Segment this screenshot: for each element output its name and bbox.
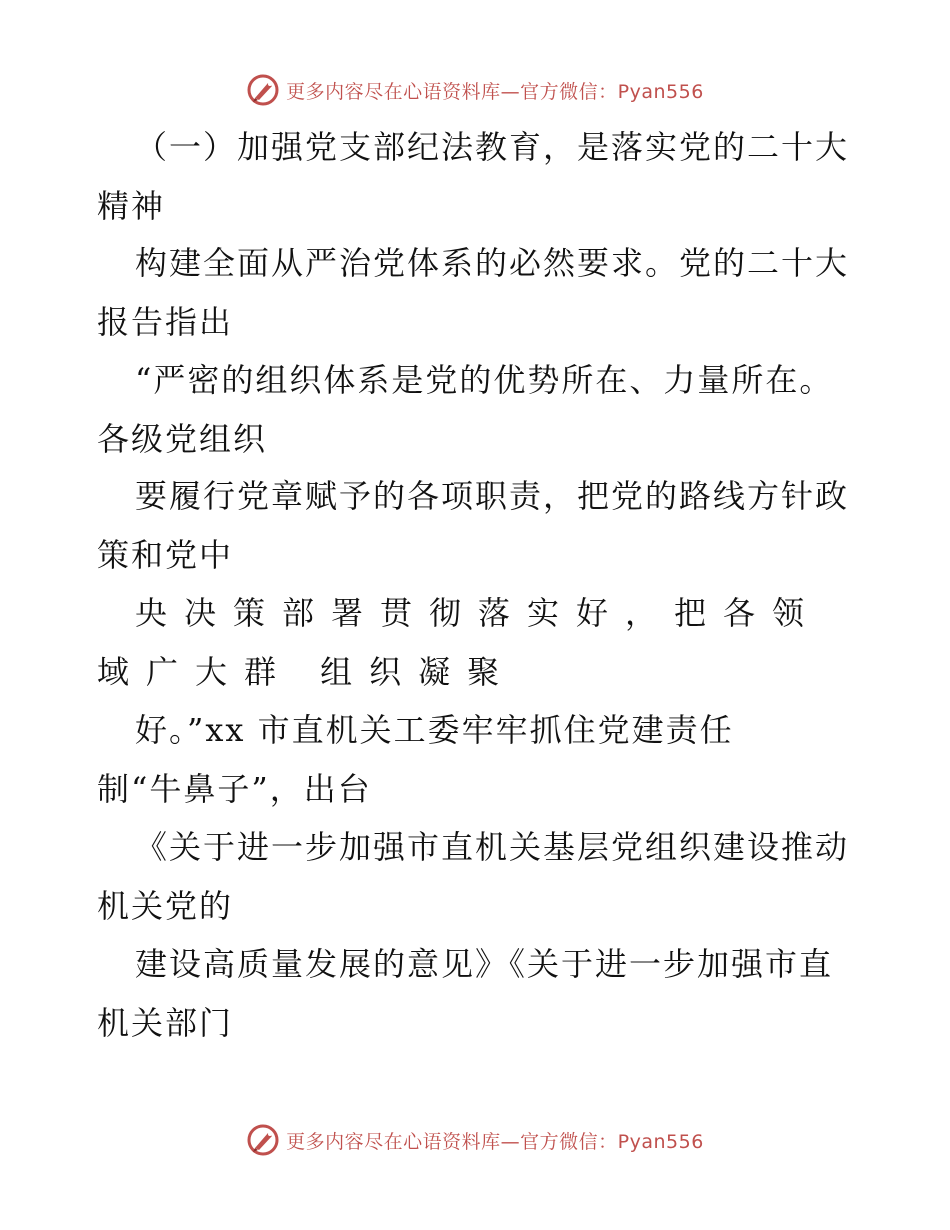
text-line-15: 建设高质量发展的意见》《关于进一步加强市直: [135, 945, 834, 983]
text-line-4: 报告指出: [97, 303, 234, 341]
text-line-6: 各级党组织: [97, 420, 268, 458]
text-line-10: 域广大群 组织凝聚: [97, 653, 517, 691]
text-line-1: （一）加强党支部纪法教育，是落实党的二十大: [135, 128, 850, 166]
text-line-12: 制“牛鼻子”，出台: [97, 770, 372, 808]
text-line-7: 要履行党章赋予的各项职责，把党的路线方针政: [135, 477, 850, 515]
text-line-13: 《关于进一步加强市直机关基层党组织建设推动: [135, 828, 850, 866]
pen-circle-logo-icon: [246, 1123, 280, 1157]
text-line-9: 央决策部署贯彻落实好，把各领: [135, 594, 822, 632]
text-line-14: 机关党的: [97, 887, 234, 925]
text-line-16: 机关部门: [97, 1004, 234, 1042]
text-line-5: “严密的组织体系是党的优势所在、力量所在。: [135, 361, 834, 399]
text-line-11: 好。”xx 市直机关工委牢牢抓住党建责任: [135, 711, 734, 749]
text-line-2: 精神: [97, 187, 166, 225]
text-line-3: 构建全面从严治党体系的必然要求。党的二十大: [135, 244, 850, 282]
footer-banner-text: 更多内容尽在心语资料库—官方微信：Pyan556: [286, 1130, 704, 1153]
header-banner-text: 更多内容尽在心语资料库—官方微信：Pyan556: [286, 80, 704, 103]
footer-watermark-banner: [0, 1120, 950, 1160]
footer-banner-inner: [246, 1123, 704, 1157]
text-line-8: 策和党中: [97, 536, 234, 574]
